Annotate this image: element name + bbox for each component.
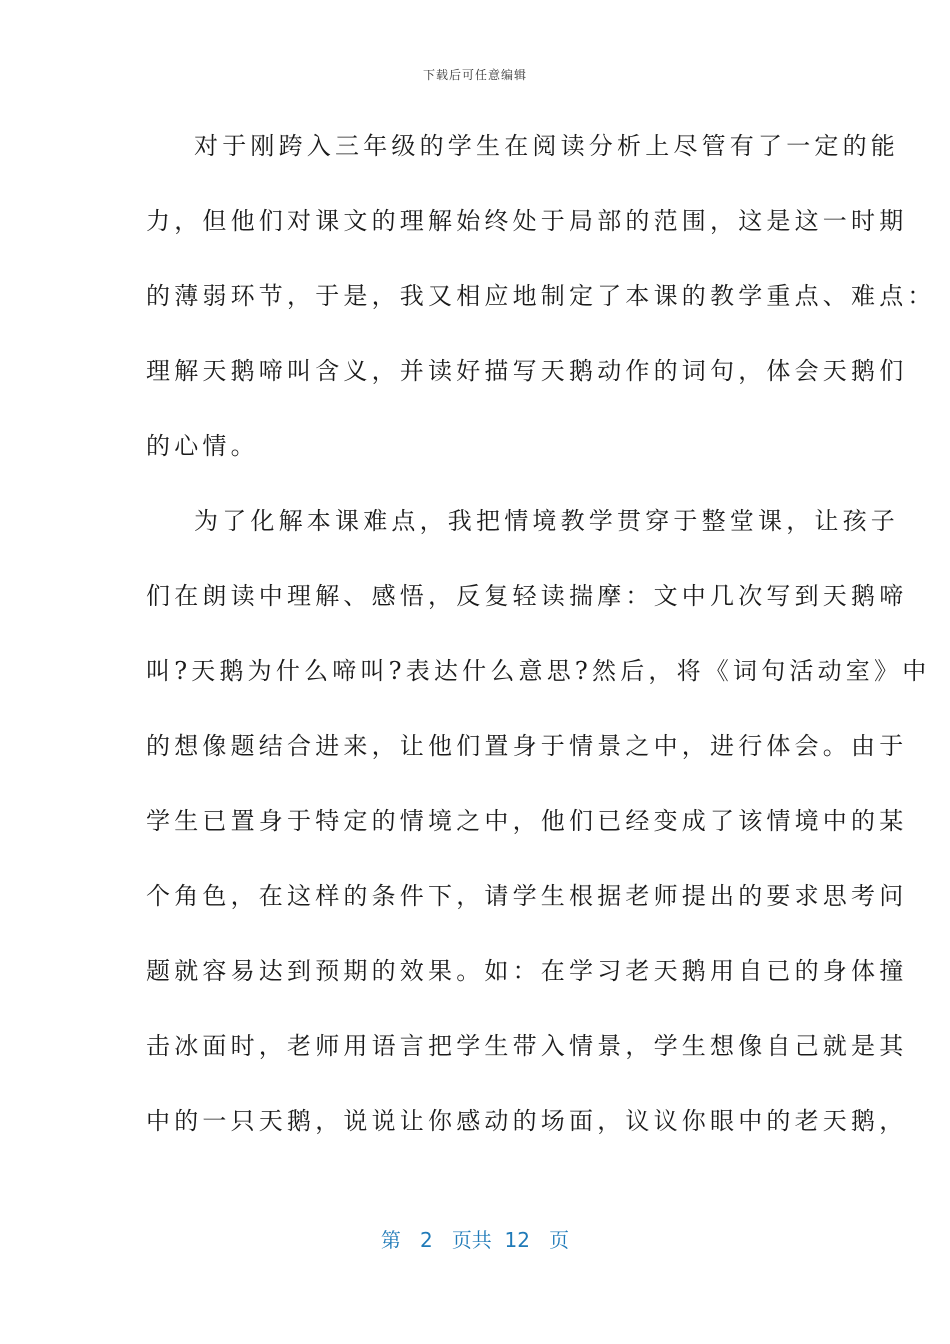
paragraph-2 [146, 495, 931, 1170]
page-footer [0, 1224, 950, 1253]
text-line: 的薄弱环节，于是，我又相应地制定了本课的教学重点、难点： [146, 282, 936, 310]
page-label-mid: 页共 [451, 1228, 492, 1252]
text-line: 个角色，在这样的条件下，请学生根据老师提出的要求思考问 [146, 882, 908, 910]
paragraph-1 [146, 120, 936, 495]
text-line: 叫?天鹅为什么啼叫?表达什么意思?然后，将《词句活动室》中 [146, 657, 931, 685]
page-label-prefix: 第 [380, 1228, 401, 1252]
text-line: 理解天鹅啼叫含义，并读好描写天鹅动作的词句，体会天鹅们 [146, 357, 908, 385]
text-line: 学生已置身于特定的情境之中，他们已经变成了该情境中的某 [146, 807, 908, 835]
text-line: 对于刚跨入三年级的学生在阅读分析上尽管有了一定的能 [194, 132, 899, 160]
text-line: 的想像题结合进来，让他们置身于情景之中，进行体会。由于 [146, 732, 908, 760]
text-line: 题就容易达到预期的效果。如：在学习老天鹅用自已的身体撞 [146, 957, 908, 985]
page-label-suffix: 页 [549, 1228, 570, 1252]
header-note: 下载后可任意编辑 [422, 68, 527, 82]
current-page-number: 2 [420, 1228, 433, 1252]
text-line: 们在朗读中理解、感悟，反复轻读揣摩：文中几次写到天鹅啼 [146, 582, 908, 610]
text-line: 击冰面时，老师用语言把学生带入情景，学生想像自己就是其 [146, 1032, 908, 1060]
text-line: 中的一只天鹅，说说让你感动的场面，议议你眼中的老天鹅， [146, 1107, 908, 1135]
text-line: 为了化解本课难点，我把情境教学贯穿于整堂课，让孩子 [194, 507, 899, 535]
text-line: 力，但他们对课文的理解始终处于局部的范围，这是这一时期 [146, 207, 908, 235]
total-pages-number: 12 [504, 1228, 530, 1252]
document-body [146, 120, 936, 1170]
text-line: 的心情。 [146, 432, 259, 460]
